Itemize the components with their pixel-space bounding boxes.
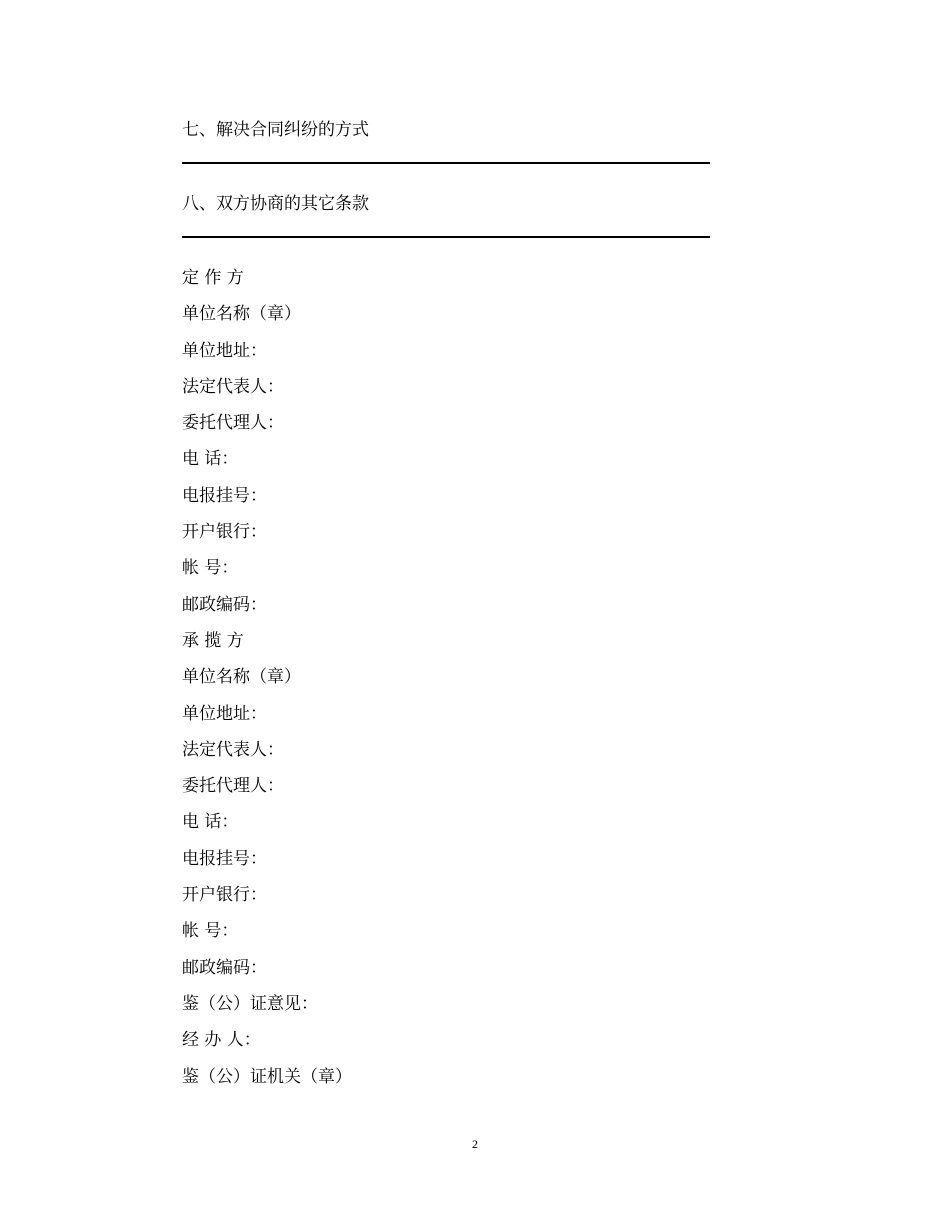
contractor-legal-representative: 法定代表人：: [182, 739, 284, 760]
contractor-telegraph: 电报挂号：: [182, 848, 267, 869]
page-content: [182, 112, 722, 1095]
orderer-title: 定 作 方: [182, 268, 244, 288]
page-number: 2: [472, 1137, 478, 1151]
notary-authority: 鉴（公）证机关（章）: [182, 1066, 352, 1087]
orderer-postcode: 邮政编码：: [182, 594, 267, 615]
contractor-account: 帐 号：: [182, 921, 239, 942]
orderer-legal-representative: 法定代表人：: [182, 376, 284, 397]
section-7-blank-line: [182, 148, 722, 186]
contractor-bank: 开户银行：: [182, 885, 267, 906]
section-8-heading: 八、双方协商的其它条款: [182, 194, 369, 214]
notary-handler: 经 办 人：: [182, 1030, 261, 1051]
contractor-postcode: 邮政编码：: [182, 957, 267, 978]
orderer-agent: 委托代理人：: [182, 413, 284, 434]
notary-opinion: 鉴（公）证意见：: [182, 993, 318, 1014]
contractor-unit-address: 单位地址：: [182, 703, 267, 724]
contractor-title: 承 揽 方: [182, 630, 244, 651]
contractor-phone: 电 话：: [182, 812, 239, 833]
section-7-heading: 七、解决合同纠纷的方式: [182, 120, 369, 140]
orderer-phone: 电 话：: [182, 449, 239, 470]
contractor-unit-name: 单位名称（章）: [182, 667, 301, 688]
orderer-unit-name: 单位名称（章）: [182, 304, 301, 325]
orderer-unit-address: 单位地址：: [182, 340, 267, 361]
orderer-account: 帐 号：: [182, 558, 239, 579]
underline-rule: [182, 236, 710, 238]
orderer-bank: 开户银行：: [182, 522, 267, 543]
section-8-blank-line: [182, 222, 722, 260]
underline-rule: [182, 162, 710, 164]
orderer-telegraph: 电报挂号：: [182, 485, 267, 506]
contractor-agent: 委托代理人：: [182, 776, 284, 797]
